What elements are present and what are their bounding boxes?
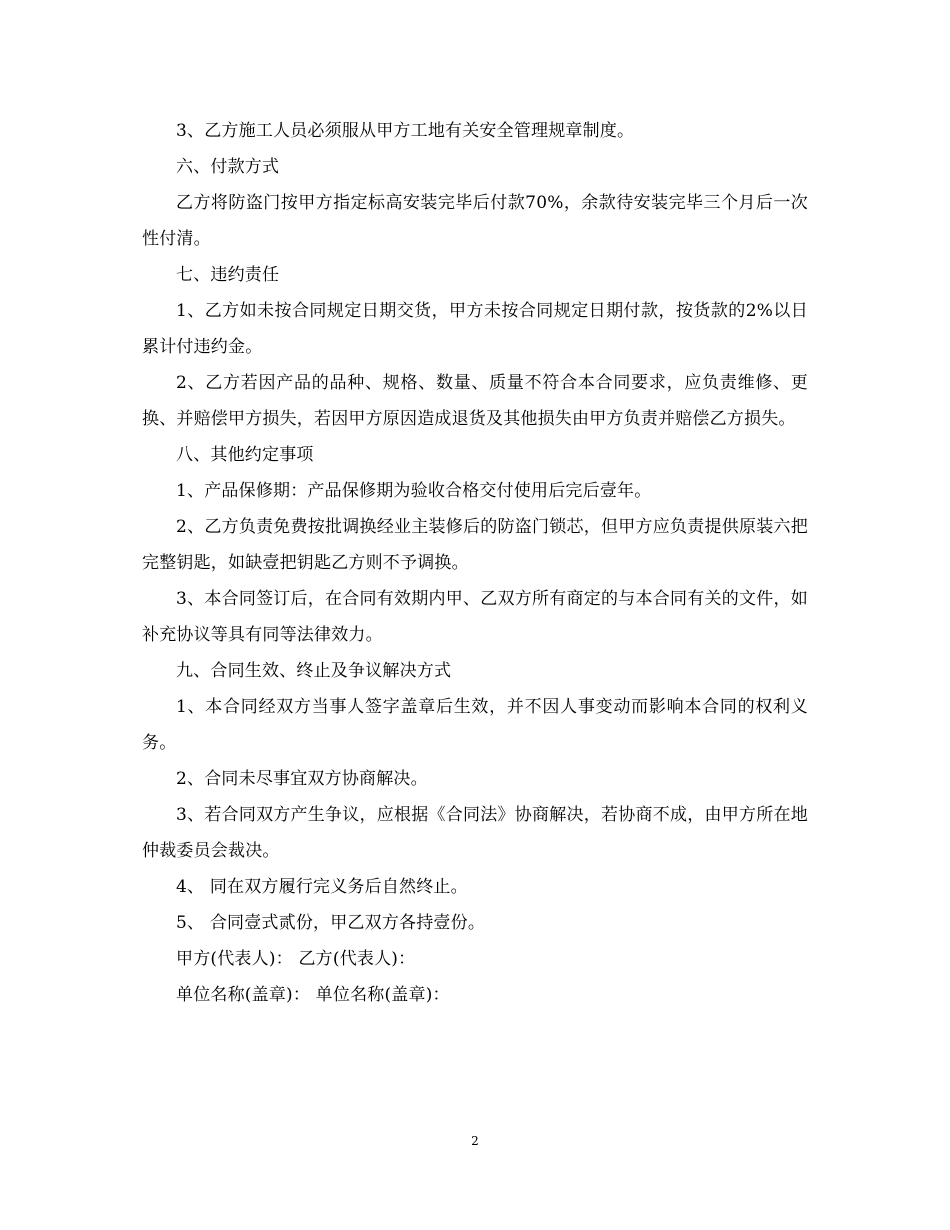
paragraph-construction-safety: 3、乙方施工人员必须服从甲方工地有关安全管理规章制度。 [176,121,635,141]
paragraph-other-3: 3、本合同签订后，在合同有效期内甲、乙双方所有商定的与本合同有关的文件，如补充协议等具有同等法律效力。 [142,589,808,645]
document-body [142,113,808,1013]
page-number: 2 [471,1134,479,1148]
heading-contract-validity: 九、合同生效、终止及争议解决方式 [176,661,452,681]
heading-other-terms: 八、其他约定事项 [176,445,314,465]
paragraph-validity-3: 3、若合同双方产生争议，应根据《合同法》协商解决，若协商不成，由甲方所在地仲裁委员会裁决。 [142,805,808,861]
paragraph-validity-1: 1、本合同经双方当事人签字盖章后生效，并不因人事变动而影响本合同的权利义务。 [142,697,808,753]
paragraph-other-1: 1、产品保修期：产品保修期为验收合格交付使用后完后壹年。 [176,481,652,501]
paragraph-validity-2: 2、合同未尽事宜双方协商解决。 [176,769,428,789]
paragraph-other-2: 2、乙方负责免费按批调换经业主装修后的防盗门锁芯，但甲方应负责提供原装六把完整钥匙，如缺壹把钥匙乙方则不予调换。 [142,517,808,573]
heading-breach-liability: 七、违约责任 [176,265,280,285]
paragraph-breach-1: 1、乙方如未按合同规定日期交货，甲方未按合同规定日期付款，按货款的2%以日累计付违约金。 [142,301,808,357]
paragraph-breach-2: 2、乙方若因产品的品种、规格、数量、质量不符合本合同要求，应负责维修、更换、并赔偿甲方损失，若因甲方原因造成退货及其他损失由甲方负责并赔偿乙方损失。 [142,373,808,429]
paragraph-validity-4: 4、 同在双方履行完义务后自然终止。 [176,877,468,897]
signature-representatives: 甲方(代表人)： 乙方(代表人)： [176,949,416,969]
signature-unit-names: 单位名称(盖章)： 单位名称(盖章)： [176,985,450,1005]
paragraph-payment-terms: 乙方将防盗门按甲方指定标高安装完毕后付款70%，余款待安装完毕三个月后一次性付清。 [142,193,808,249]
heading-payment-method: 六、付款方式 [176,157,280,177]
paragraph-validity-5: 5、 合同壹式贰份，甲乙双方各持壹份。 [176,913,486,933]
